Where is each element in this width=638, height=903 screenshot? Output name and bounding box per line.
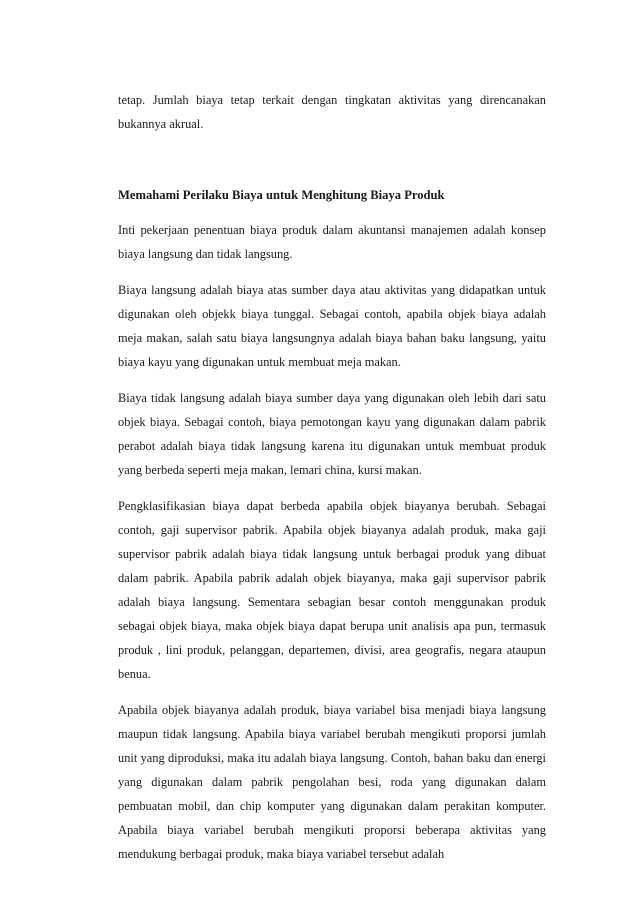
paragraph-direct-indirect-concept: Inti pekerjaan penentuan biaya produk dalam akuntansi manajemen adalah konsep biaya langsung dan tidak langsung.	[118, 223, 546, 261]
section-heading: Memahami Perilaku Biaya untuk Menghitung Biaya Produk	[118, 188, 445, 202]
paragraph-variable-cost: Apabila objek biayanya adalah produk, biaya variabel bisa menjadi biaya langsung maupun tidak langsung. Apabila biaya variabel berubah mengikuti proporsi jumlah unit yang diproduksi, maka itu adalah biaya langsung. Contoh, bahan baku dan energi yang digunakan dalam pabrik pengolahan besi, roda yang digunakan dalam pembuatan mobil, dan chip komputer yang digunakan dalam perakitan komputer. Apabila biaya variabel berubah mengikuti proporsi beberapa aktivitas yang mendukung berbagai produk, maka biaya variabel tersebut adalah	[118, 703, 546, 861]
paragraph-classification: Pengklasifikasian biaya dapat berbeda apabila objek biayanya berubah. Sebagai contoh, gaji supervisor pabrik. Apabila objek biayanya adalah produk, maka gaji supervisor pabrik adalah biaya tidak langsung untuk berbagai produk yang dibuat dalam pabrik. Apabila pabrik adalah objek biayanya, maka gaji supervisor pabrik adalah biaya langsung. Sementara sebagian besar contoh menggunakan produk sebagai objek biaya, maka objek biaya dapat berupa unit analisis apa pun, termasuk produk , lini produk, pelanggan, departemen, divisi, area geografis, negara ataupun benua.	[118, 499, 546, 681]
paragraph-indirect-cost: Biaya tidak langsung adalah biaya sumber daya yang digunakan oleh lebih dari satu objek biaya. Sebagai contoh, biaya pemotongan kayu yang digunakan dalam pabrik perabot adalah biaya tidak langsung karena itu digunakan untuk membuat produk yang berbeda seperti meja makan, lemari china, kursi makan.	[118, 391, 546, 477]
document-body	[118, 88, 546, 866]
paragraph-direct-cost: Biaya langsung adalah biaya atas sumber daya atau aktivitas yang didapatkan untuk digunakan oleh objekk biaya tunggal. Sebagai contoh, apabila objek biaya adalah meja makan, salah satu biaya langsungnya adalah biaya bahan baku langsung, yaitu biaya kayu yang digunakan untuk membuat meja makan.	[118, 283, 546, 369]
intro-paragraph: tetap. Jumlah biaya tetap terkait dengan tingkatan aktivitas yang direncanakan bukannya akrual.	[118, 93, 546, 131]
